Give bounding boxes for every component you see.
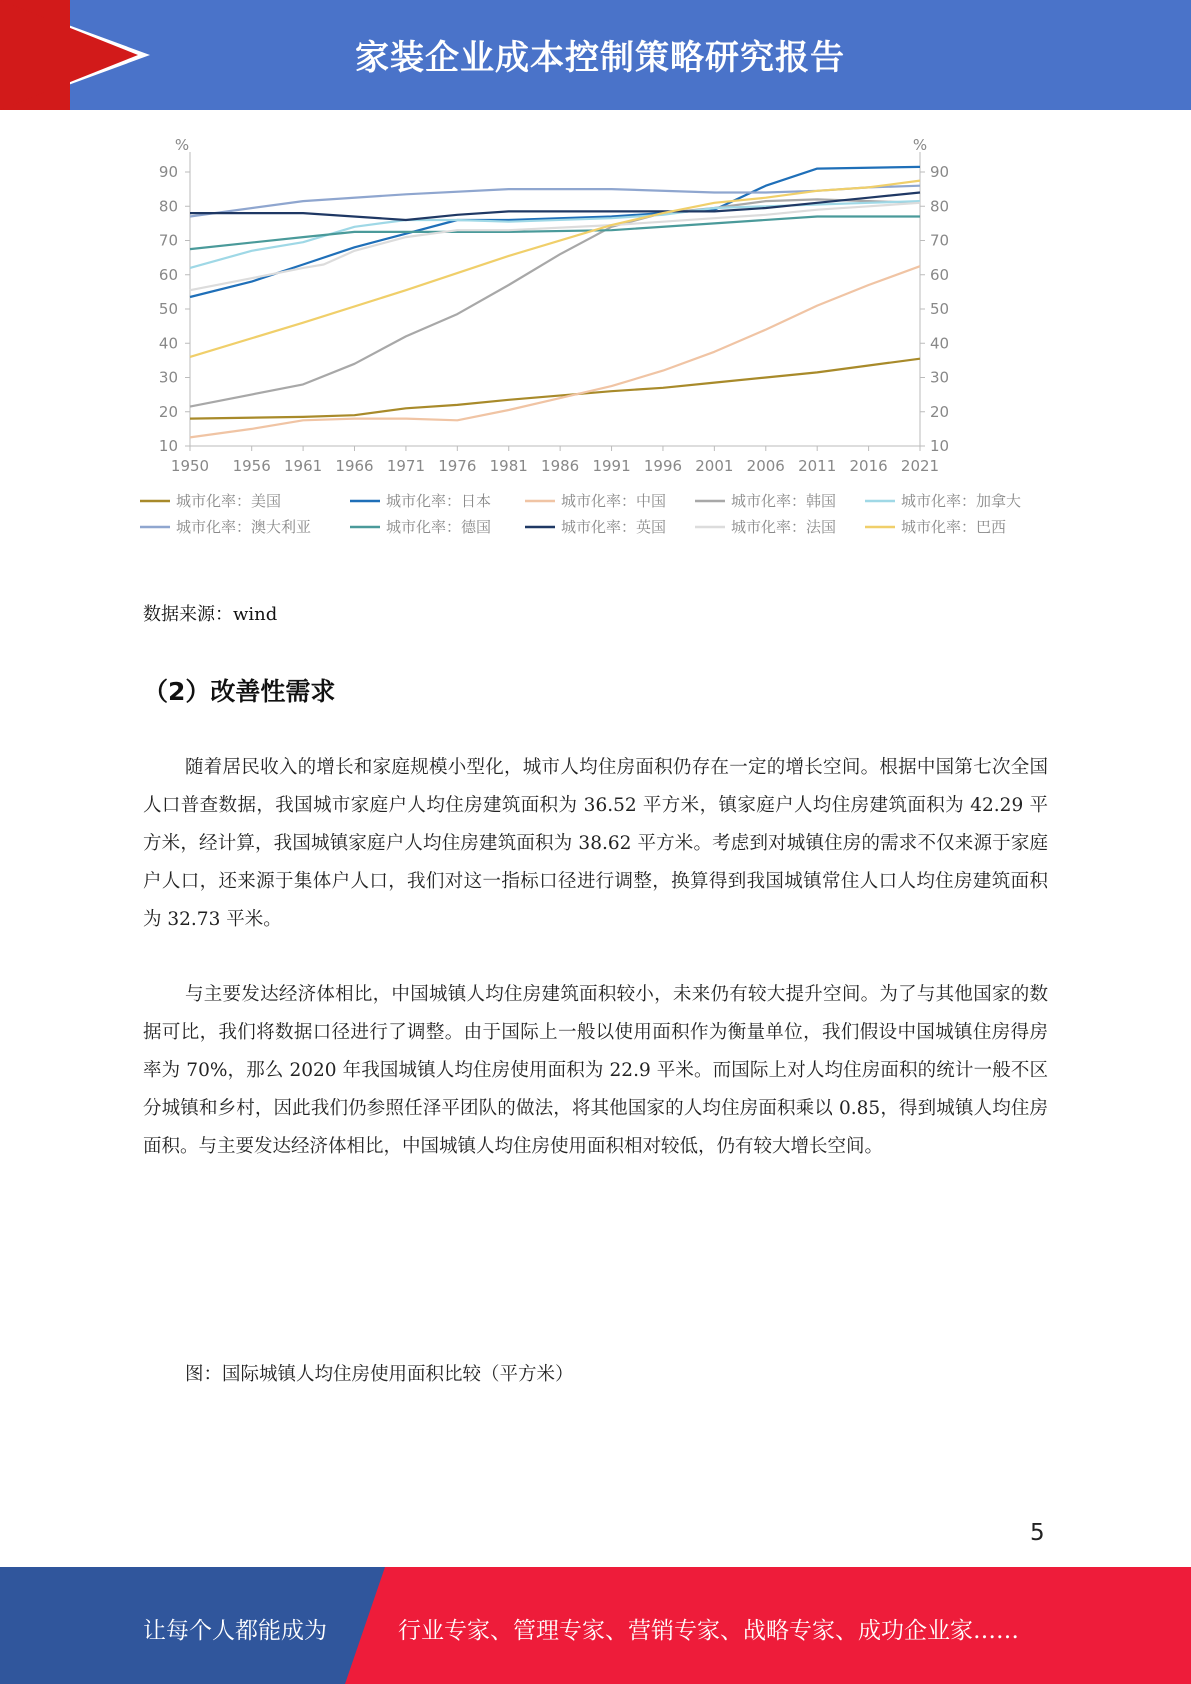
y-tick-label-right: 50 [930, 300, 950, 318]
y-tick-label-right: 40 [930, 334, 950, 353]
legend-label: 城市化率：法国 [731, 518, 837, 536]
legend-label: 城市化率：美国 [176, 492, 282, 510]
x-tick-label: 1966 [335, 457, 374, 475]
page-header-banner [0, 0, 1191, 110]
x-tick-label: 2021 [900, 457, 940, 475]
x-tick-label: 1971 [386, 457, 426, 475]
chart-canvas [140, 128, 1060, 588]
legend-label: 城市化率：日本 [386, 492, 492, 510]
y-tick-label-right: 30 [930, 368, 950, 387]
y-tick-label-right: 20 [930, 402, 950, 421]
x-tick-label: 1956 [232, 457, 271, 475]
urbanization-line-chart [140, 128, 1060, 588]
series-line [190, 359, 920, 419]
legend-label: 城市化率：巴西 [901, 518, 1007, 536]
y-unit-left: % [174, 136, 190, 154]
legend-label: 城市化率：德国 [386, 518, 492, 536]
series-line [190, 266, 920, 437]
y-tick-label-left: 10 [158, 437, 178, 455]
section-heading: （2）改善性需求 [143, 677, 336, 706]
page-footer-banner [0, 1567, 1191, 1684]
x-tick-label: 1986 [541, 457, 580, 475]
x-tick-label: 1996 [643, 457, 683, 475]
footer-slogan-left: 让每个人都能成为 [143, 1618, 327, 1644]
legend-label: 城市化率：英国 [561, 518, 667, 536]
y-unit-right: % [912, 136, 928, 154]
legend-label: 城市化率：中国 [561, 492, 667, 510]
y-tick-label-left: 30 [158, 368, 178, 387]
y-tick-label-right: 60 [930, 265, 950, 284]
y-tick-label-right: 10 [930, 437, 950, 455]
header-arrow-tip [0, 0, 138, 110]
y-tick-label-left: 70 [158, 231, 178, 250]
legend-label: 城市化率：加拿大 [901, 492, 1022, 510]
figure-caption: 图：国际城镇人均住房使用面积比较（平方米） [185, 1364, 574, 1385]
legend-label: 城市化率：澳大利亚 [176, 518, 312, 536]
document-title: 家装企业成本控制策略研究报告 [355, 38, 845, 78]
x-tick-label: 1961 [284, 457, 323, 475]
x-tick-label: 1991 [592, 457, 631, 475]
footer-slogan-right: 行业专家、管理专家、营销专家、战略专家、成功企业家…… [398, 1618, 1019, 1644]
page-number: 5 [1030, 1520, 1045, 1546]
y-tick-label-left: 20 [158, 402, 178, 421]
x-tick-label: 1976 [438, 457, 477, 475]
x-tick-label: 2011 [798, 457, 837, 475]
y-tick-label-left: 60 [158, 265, 178, 284]
x-tick-label: 2001 [695, 457, 734, 475]
y-tick-label-right: 90 [930, 163, 950, 181]
y-tick-label-left: 40 [158, 334, 178, 353]
series-line [190, 217, 920, 250]
y-tick-label-left: 80 [158, 197, 178, 216]
x-tick-label: 1950 [170, 457, 210, 475]
x-tick-label: 2016 [849, 457, 888, 475]
footer-blue-slant [345, 1567, 385, 1684]
data-source: 数据来源：wind [143, 604, 278, 625]
x-tick-label: 2006 [746, 457, 785, 475]
legend-label: 城市化率：韩国 [731, 492, 837, 510]
y-tick-label-right: 70 [930, 231, 950, 250]
x-tick-label: 1981 [489, 457, 528, 475]
y-tick-label-right: 80 [930, 197, 950, 216]
paragraph-1: 随着居民收入的增长和家庭规模小型化，城市人均住房面积仍存在一定的增长空间。根据中国第七次全国人口普查数据，我国城市家庭户人均住房建筑面积为 36.52 平方米，镇家庭户人均住房建筑面积为 42.29 平方米，经计算，我国城镇家庭户人均住房建筑面积为 38.62 平方米。考虑到对城镇住房的需求不仅来源于家庭户人口，还来源于集体户人口，我们对这一指标口径进行调整，换算得到我国城镇常住人口人均住房建筑面积为 32.73 平米。 [143, 757, 1048, 930]
paragraph-2: 与主要发达经济体相比，中国城镇人均住房建筑面积较小，未来仍有较大提升空间。为了与其他国家的数据可比，我们将数据口径进行了调整。由于国际上一般以使用面积作为衡量单位，我们假设中国城镇住房得房率为 70%，那么 2020 年我国城镇人均住房使用面积为 22.9 平米。而国际上对人均住房面积的统计一般不区分城镇和乡村，因此我们仍参照任泽平团队的做法，将其他国家的人均住房面积乘以 0.85，得到城镇人均住房面积。与主要发达经济体相比，中国城镇人均住房使用面积相对较低，仍有较大增长空间。 [143, 984, 1048, 1157]
y-tick-label-left: 90 [158, 163, 178, 181]
y-tick-label-left: 50 [158, 300, 178, 318]
